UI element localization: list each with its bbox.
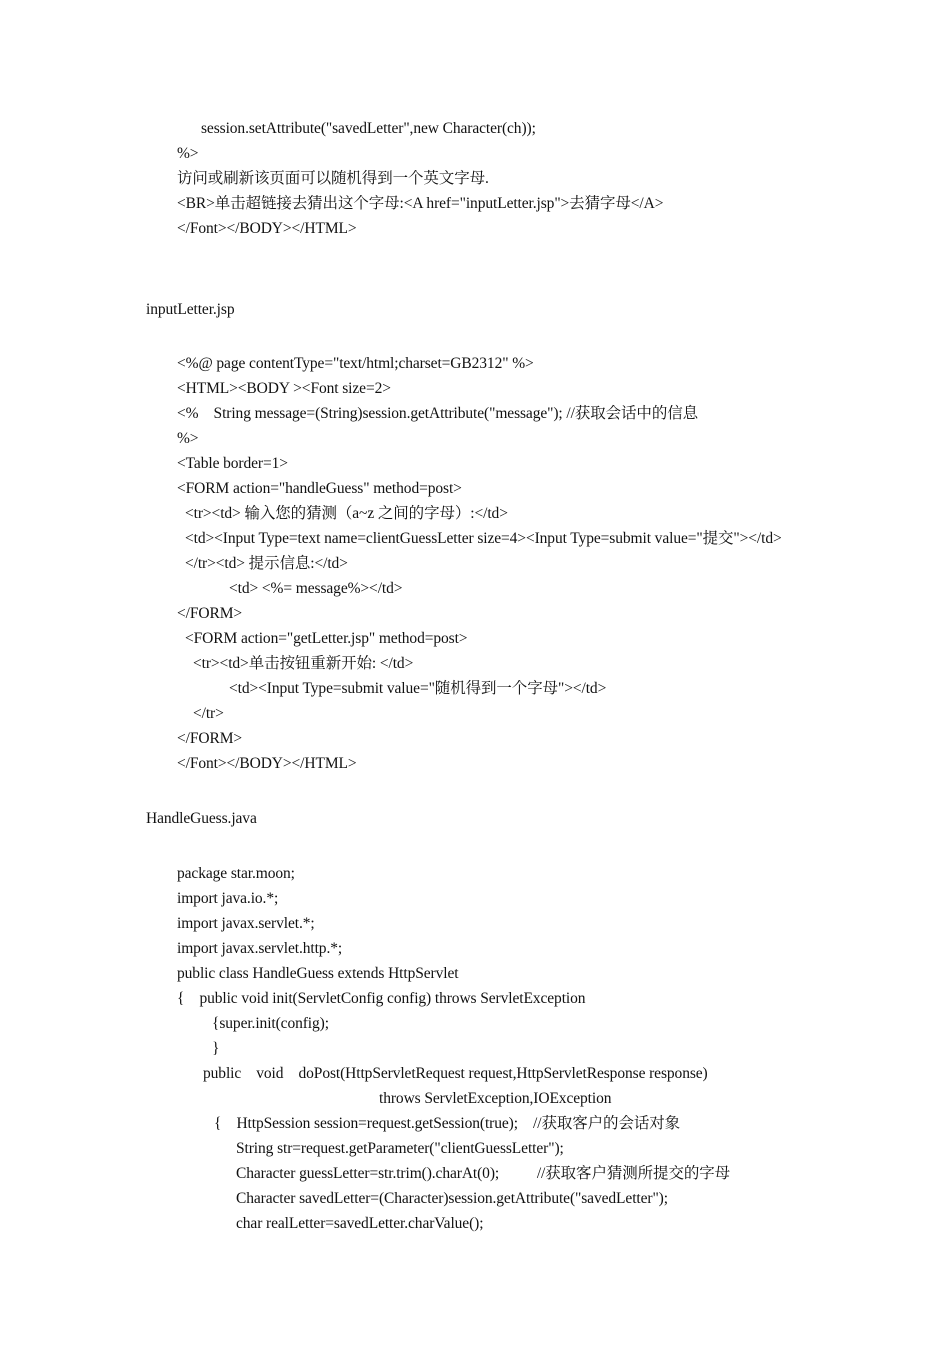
code-line: package star.moon; xyxy=(177,865,295,882)
code-line: </FORM> xyxy=(177,730,243,747)
code-line: <%@ page contentType="text/html;charset=GB2312" %> xyxy=(177,355,534,372)
code-line: { HttpSession session=request.getSession(true); //获取客户的会话对象 xyxy=(214,1115,681,1132)
code-line: <td><Input Type=submit value="随机得到一个字母"></td> xyxy=(229,680,607,697)
code-line: {super.init(config); xyxy=(212,1015,329,1032)
code-line: %> xyxy=(177,145,199,162)
code-line: <FORM action="handleGuess" method=post> xyxy=(177,480,462,497)
code-line: </Font></BODY></HTML> xyxy=(177,220,357,237)
code-line: import java.io.*; xyxy=(177,890,279,907)
code-line: } xyxy=(212,1040,220,1057)
code-line: throws ServletException,IOException xyxy=(379,1090,612,1107)
code-line: <tr><td>单击按钮重新开始: </td> xyxy=(193,655,414,672)
code-line: <BR>单击超链接去猜出这个字母:<A href="inputLetter.jsp">去猜字母</A> xyxy=(177,195,664,212)
code-line: <tr><td> 输入您的猜测（a~z 之间的字母）:</td> xyxy=(185,505,508,522)
code-line: Character savedLetter=(Character)session.getAttribute("savedLetter"); xyxy=(236,1190,668,1207)
section-title-inputletter: inputLetter.jsp xyxy=(146,301,235,318)
code-line: <% String message=(String)session.getAttribute("message"); //获取会话中的信息 xyxy=(177,405,699,422)
code-line: <td> <%= message%></td> xyxy=(229,580,403,597)
code-line: String str=request.getParameter("clientGuessLetter"); xyxy=(236,1140,564,1157)
code-line: </FORM> xyxy=(177,605,243,622)
code-line: Character guessLetter=str.trim().charAt(0); //获取客户猜测所提交的字母 xyxy=(236,1165,731,1182)
code-line: import javax.servlet.http.*; xyxy=(177,940,343,957)
code-line: %> xyxy=(177,430,199,447)
code-line: <FORM action="getLetter.jsp" method=post> xyxy=(185,630,468,647)
code-line: import javax.servlet.*; xyxy=(177,915,315,932)
code-line: </tr><td> 提示信息:</td> xyxy=(185,555,348,572)
code-line: <HTML><BODY ><Font size=2> xyxy=(177,380,391,397)
code-line: </Font></BODY></HTML> xyxy=(177,755,357,772)
code-line: </tr> xyxy=(193,705,224,722)
code-line: public class HandleGuess extends HttpServlet xyxy=(177,965,459,982)
code-line: <Table border=1> xyxy=(177,455,288,472)
code-line: session.setAttribute("savedLetter",new Character(ch)); xyxy=(201,120,536,137)
code-line: 访问或刷新该页面可以随机得到一个英文字母. xyxy=(177,170,489,187)
code-line: <td><Input Type=text name=clientGuessLetter size=4><Input Type=submit value="提交"></td> xyxy=(185,530,782,547)
code-line: { public void init(ServletConfig config) throws ServletException xyxy=(177,990,586,1007)
code-line: public void doPost(HttpServletRequest request,HttpServletResponse response) xyxy=(203,1065,708,1082)
section-title-handleguess: HandleGuess.java xyxy=(146,810,257,827)
code-line: char realLetter=savedLetter.charValue(); xyxy=(236,1215,484,1232)
